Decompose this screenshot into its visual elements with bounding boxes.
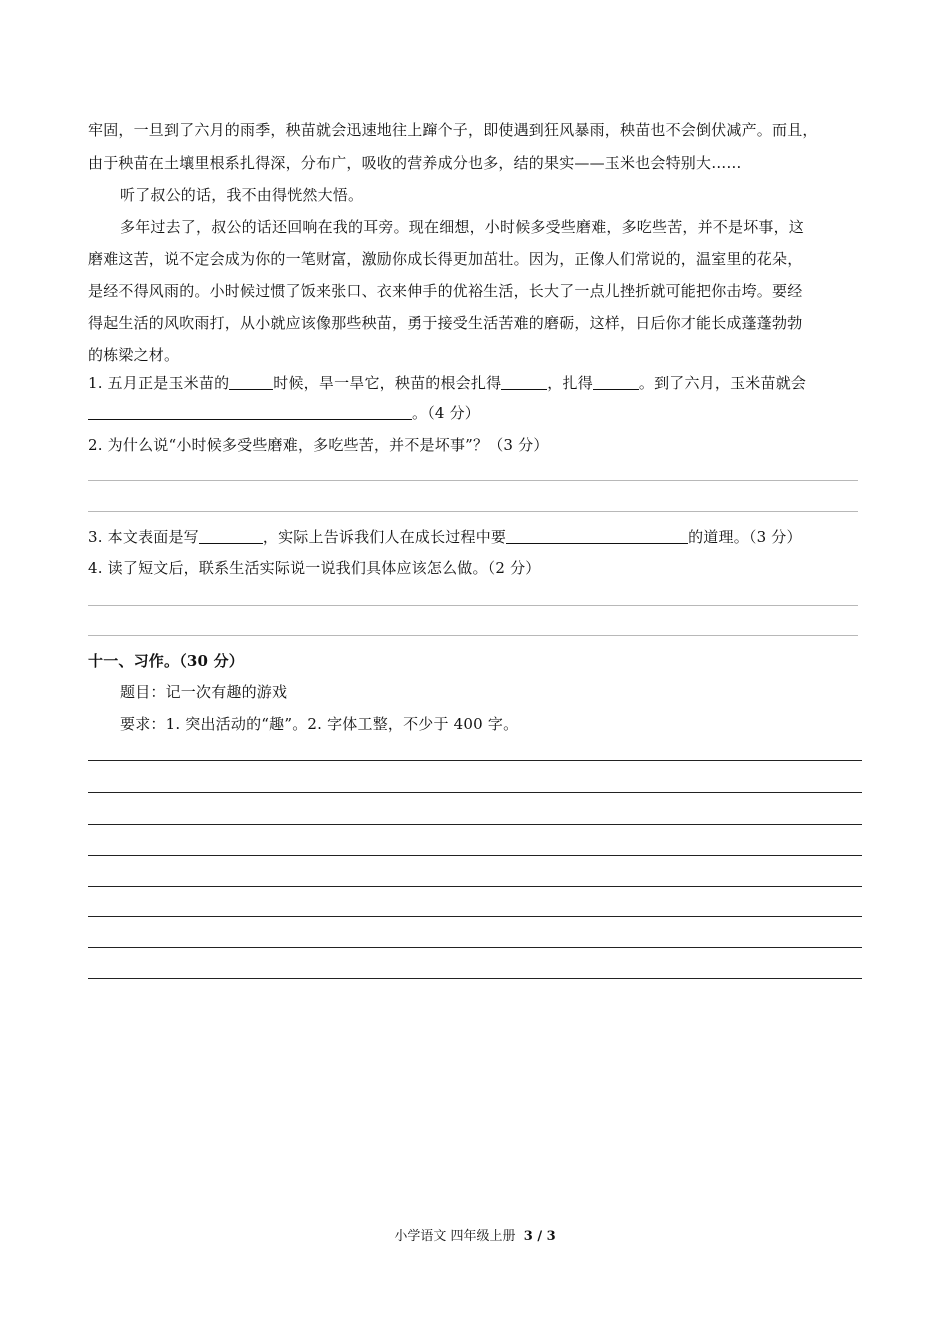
passage-line: 多年过去了，叔公的话还回响在我的耳旁。现在细想，小时候多受些磨难，多吃些苦，并不是坏事，这 (120, 218, 805, 236)
writing-line[interactable] (88, 760, 862, 761)
answer-blank[interactable] (229, 373, 273, 390)
answer-line[interactable] (88, 605, 858, 606)
writing-line[interactable] (88, 855, 862, 856)
answer-blank[interactable] (88, 403, 412, 420)
page-footer (0, 1228, 950, 1246)
writing-line[interactable] (88, 916, 862, 917)
answer-line[interactable] (88, 511, 858, 512)
passage-line: 得起生活的风吹雨打，从小就应该像那些秧苗，勇于接受生活苦难的磨砺，这样，日后你才能长成蓬蓬勃勃 (88, 314, 803, 332)
answer-blank[interactable] (199, 527, 263, 544)
answer-line[interactable] (88, 480, 858, 481)
question-1-continued: 。（4 分） (88, 402, 868, 424)
page-number: 3 / 3 (523, 1229, 556, 1244)
writing-line[interactable] (88, 886, 862, 887)
writing-line[interactable] (88, 792, 862, 793)
passage-line: 听了叔公的话，我不由得恍然大悟。 (120, 186, 364, 204)
footer-subject: 小学语文 四年级上册 (394, 1229, 516, 1244)
answer-line[interactable] (88, 635, 858, 636)
question-1: 1. 五月正是玉米苗的 时候，旱一旱它，秧苗的根会扎得 ，扎得 。到了六月，玉米苗就会 (88, 374, 807, 392)
question-3: 3. 本文表面是写 ，实际上告诉我们人在成长过程中要 的道理。（3 分） (88, 528, 802, 546)
writing-line[interactable] (88, 824, 862, 825)
answer-blank[interactable] (501, 373, 547, 390)
writing-topic: 题目：记一次有趣的游戏 (120, 683, 288, 701)
writing-line[interactable] (88, 978, 862, 979)
writing-line[interactable] (88, 947, 862, 948)
section-heading: 十一、习作。（30 分） (88, 652, 244, 670)
passage-line: 是经不得风雨的。小时候过惯了饭来张口、衣来伸手的优裕生活，长大了一点儿挫折就可能把你击垮。要经 (88, 282, 803, 300)
passage-line: 由于秧苗在土壤里根系扎得深，分布广，吸收的营养成分也多，结的果实——玉米也会特别大…… (88, 154, 742, 172)
question-2: 2. 为什么说“小时候多受些磨难，多吃些苦，并不是坏事”？（3 分） (88, 436, 549, 454)
writing-requirement: 要求：1. 突出活动的“趣”。2. 字体工整，不少于 400 字。 (120, 715, 519, 733)
answer-blank[interactable] (593, 373, 639, 390)
answer-blank[interactable] (506, 527, 688, 544)
passage-line: 磨难这苦，说不定会成为你的一笔财富，激励你成长得更加茁壮。因为，正像人们常说的，温室里的花朵， (88, 250, 803, 268)
passage-line: 牢固，一旦到了六月的雨季，秧苗就会迅速地往上蹿个子，即使遇到狂风暴雨，秧苗也不会倒伏减产。而且， (88, 121, 818, 139)
passage-line: 的栋梁之材。 (88, 346, 180, 364)
question-4: 4. 读了短文后，联系生活实际说一说我们具体应该怎么做。（2 分） (88, 559, 541, 577)
